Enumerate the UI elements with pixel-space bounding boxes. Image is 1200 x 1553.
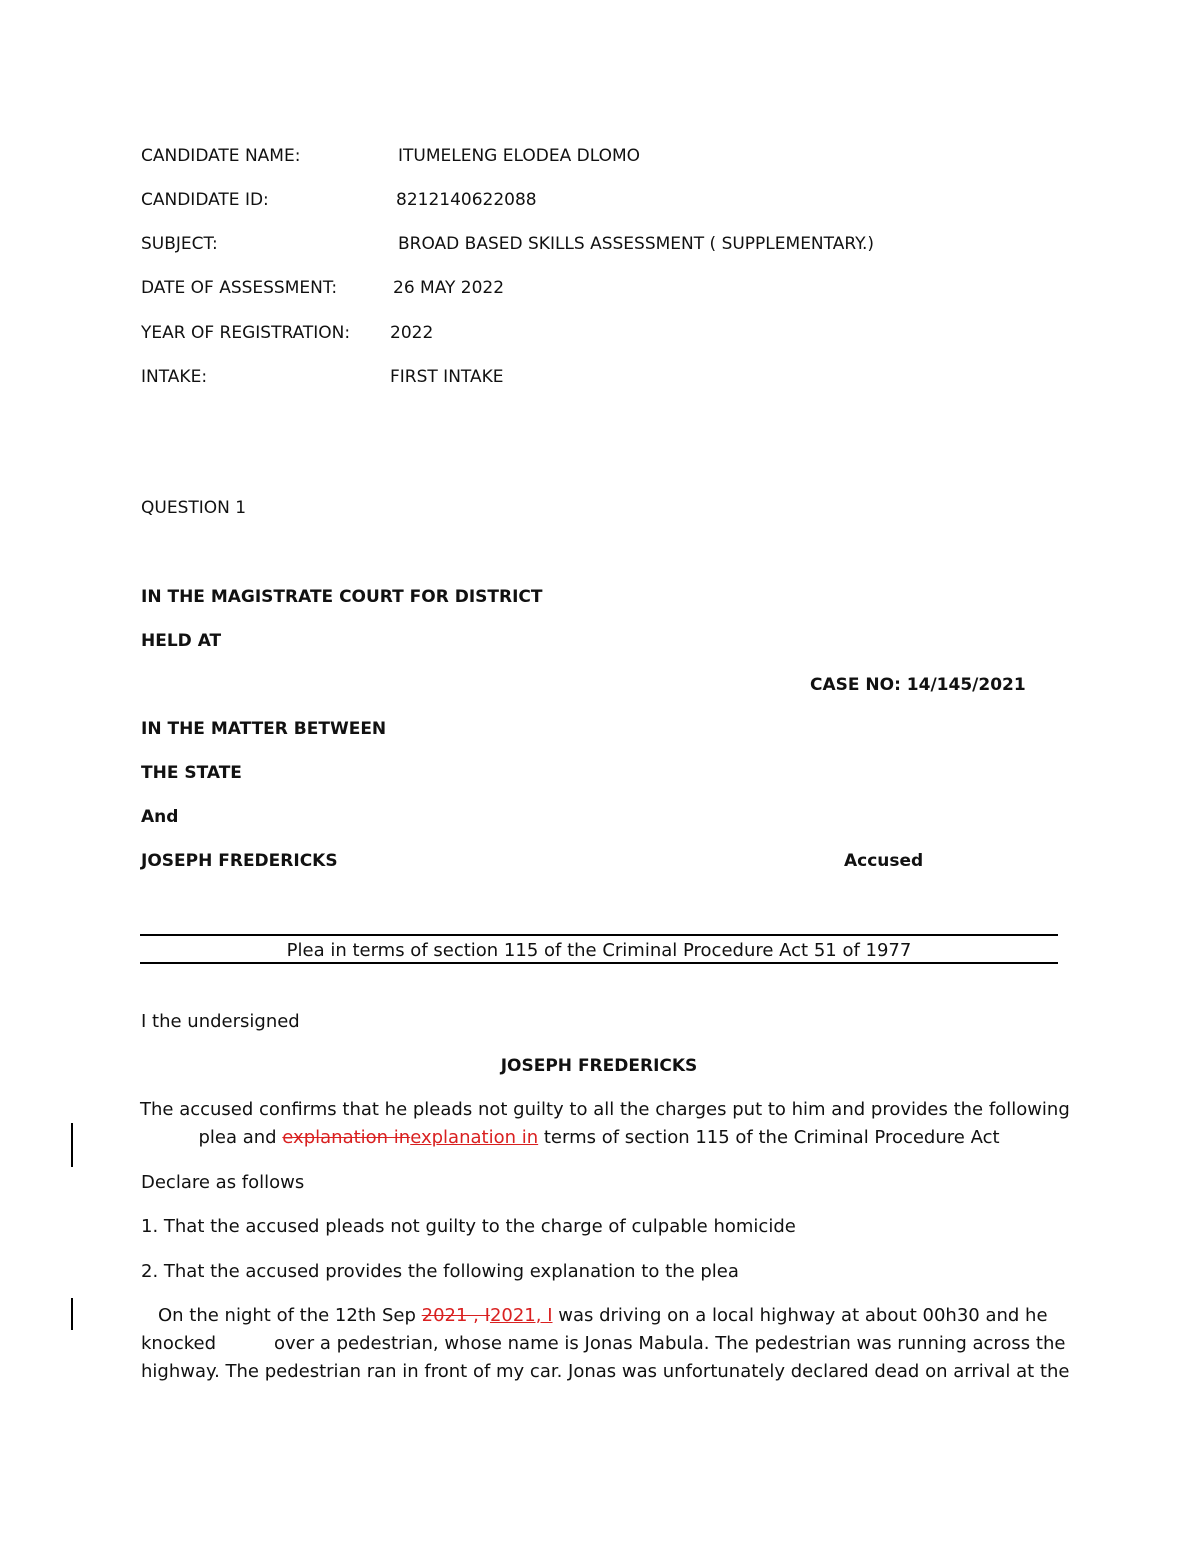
undersigned-name: JOSEPH FREDERICKS (500, 1056, 698, 1076)
accused-name: JOSEPH FREDERICKS (141, 851, 338, 871)
subject-value: BROAD BASED SKILLS ASSESSMENT ( SUPPLEMENTARY.) (398, 234, 875, 254)
confirm-text-a: plea and (198, 1127, 283, 1148)
paragraph-line-2-a: knocked (141, 1333, 217, 1354)
the-state: THE STATE (141, 763, 242, 783)
item-1: 1. That the accused pleads not guilty to the charge of culpable homicide (141, 1216, 796, 1237)
accused-label: Accused (844, 851, 924, 871)
para-text-a: On the night of the 12th Sep (158, 1305, 422, 1326)
top-rule (140, 934, 1058, 936)
paragraph-line-2-b: over a pedestrian, whose name is Jonas Mabula. The pedestrian was running across the (274, 1333, 1066, 1354)
candidate-name-label: CANDIDATE NAME: (141, 146, 301, 166)
para-text-b: was driving on a local highway at about 00h30 and he (552, 1305, 1048, 1326)
date-of-assessment-label: DATE OF ASSESSMENT: (141, 278, 338, 298)
intake-value: FIRST INTAKE (390, 367, 504, 387)
case-number: CASE NO: 14/145/2021 (810, 675, 1026, 695)
bottom-rule (140, 962, 1058, 964)
date-of-assessment-value: 26 MAY 2022 (393, 278, 505, 298)
court-line-1: IN THE MAGISTRATE COURT FOR DISTRICT (141, 587, 543, 607)
confirm-line-2 (140, 1126, 1058, 1150)
matter-between: IN THE MATTER BETWEEN (141, 719, 387, 739)
year-of-registration-value: 2022 (390, 323, 434, 343)
question-heading: QUESTION 1 (141, 498, 247, 518)
confirm-line-1: The accused confirms that he pleads not guilty to all the charges put to him and provides the following (140, 1099, 1070, 1120)
intake-label: INTAKE: (141, 367, 208, 387)
item-2: 2. That the accused provides the following explanation to the plea (141, 1261, 739, 1282)
change-bar (71, 1123, 73, 1167)
year-of-registration-label: YEAR OF REGISTRATION: (141, 323, 351, 343)
paragraph-line-1 (158, 1304, 1048, 1328)
confirm-text-b: terms of section 115 of the Criminal Procedure Act (538, 1127, 1000, 1148)
court-held-at: HELD AT (141, 631, 222, 651)
undersigned-text: I the undersigned (141, 1011, 300, 1032)
subject-label: SUBJECT: (141, 234, 218, 254)
candidate-name-value: ITUMELENG ELODEA DLOMO (398, 146, 640, 166)
candidate-id-value: 8212140622088 (396, 190, 537, 210)
change-bar (71, 1298, 73, 1330)
candidate-id-label: CANDIDATE ID: (141, 190, 269, 210)
and-text: And (141, 807, 179, 827)
plea-title: Plea in terms of section 115 of the Criminal Procedure Act 51 of 1977 (286, 940, 912, 961)
inserted-text: explanation in (410, 1127, 539, 1148)
deleted-text: 2021 , I (421, 1305, 490, 1326)
paragraph-line-3: highway. The pedestrian ran in front of my car. Jonas was unfortunately declared dead on arrival at the (141, 1361, 1070, 1382)
deleted-text: explanation in (282, 1127, 411, 1148)
declare-text: Declare as follows (141, 1172, 305, 1193)
inserted-text: 2021, I (489, 1305, 553, 1326)
